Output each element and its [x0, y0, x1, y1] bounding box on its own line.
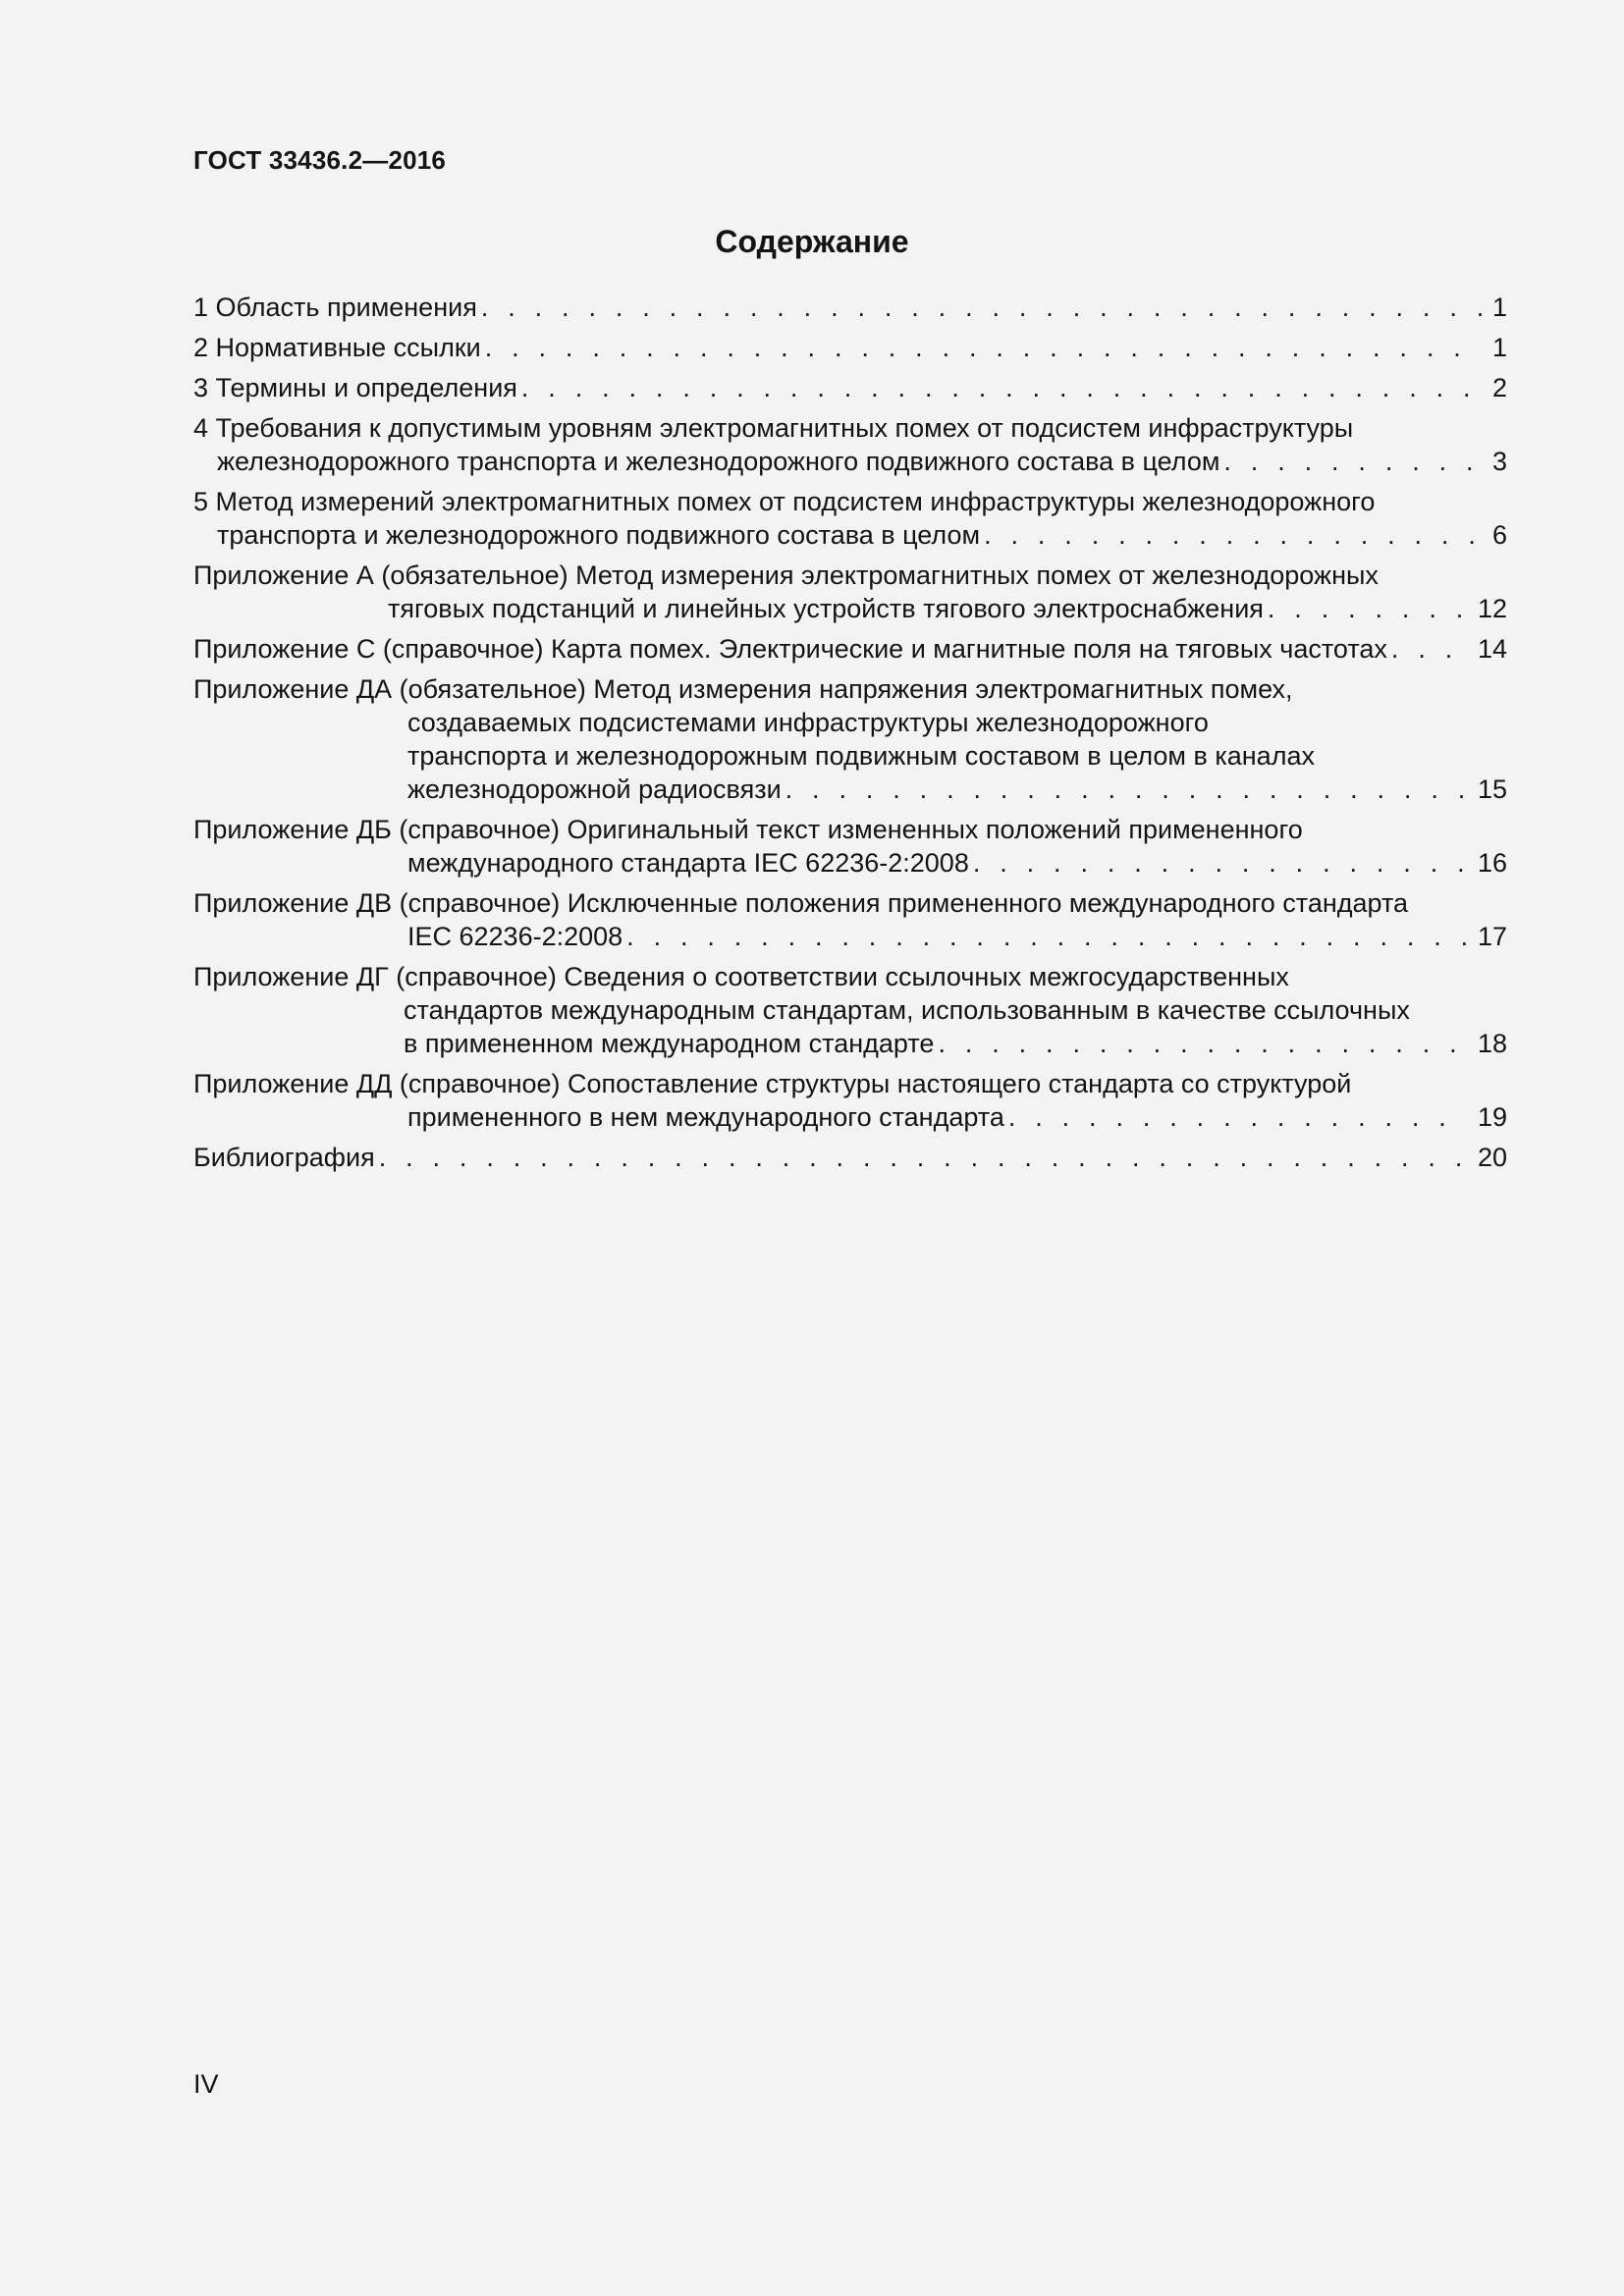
- toc-entry-text: Приложение ДВ (справочное) Исключенные положения примененного международного стандарта: [193, 888, 1409, 918]
- toc-page-number: 20: [1477, 1143, 1507, 1172]
- toc-entry-text: железнодорожной радиосвязи: [407, 774, 782, 804]
- toc-entry-text: 1 Область применения: [193, 293, 477, 322]
- leader-dots: [481, 331, 1483, 364]
- toc-entry-text: Приложение С (справочное) Карта помех. Электрические и магнитные поля на тяговых частотах: [193, 634, 1387, 664]
- toc-entry-text: Приложение ДГ (справочное) Сведения о соответствии ссылочных межгосударственных: [193, 962, 1289, 991]
- toc-page-number: 15: [1477, 774, 1507, 804]
- table-of-contents: [193, 291, 1507, 1181]
- toc-page-number: 17: [1477, 922, 1507, 951]
- toc-page-number: 6: [1491, 520, 1507, 550]
- leader-dots: [980, 518, 1483, 552]
- toc-entry-text: 3 Термины и определения: [193, 373, 517, 402]
- toc-entry[interactable]: [193, 411, 1507, 478]
- toc-page-number: 3: [1491, 447, 1507, 476]
- toc-entry[interactable]: [193, 1141, 1507, 1174]
- leader-dots: [517, 371, 1483, 404]
- toc-entry[interactable]: [193, 485, 1507, 552]
- toc-entry-text: Приложение А (обязательное) Метод измерения электромагнитных помех от железнодорожных: [193, 561, 1379, 590]
- toc-entry-text: IEC 62236-2:2008: [407, 922, 623, 951]
- page-number: IV: [193, 2069, 219, 2099]
- toc-entry-text: создаваемых подсистемами инфраструктуры железнодорожного: [407, 708, 1209, 737]
- document-header: ГОСТ 33436.2—2016: [193, 145, 447, 175]
- toc-page-number: 1: [1491, 333, 1507, 362]
- toc-entry-text: Приложение ДД (справочное) Сопоставление структуры настоящего стандарта со структурой: [193, 1069, 1352, 1098]
- toc-entry-text: примененного в нем международного стандарта: [407, 1102, 1004, 1132]
- toc-entry-text: Библиография: [193, 1143, 375, 1172]
- leader-dots: [623, 920, 1468, 953]
- toc-entry[interactable]: [193, 291, 1507, 324]
- toc-entry-text: транспорта и железнодорожным подвижным составом в целом в каналах: [407, 741, 1315, 771]
- leader-dots: [934, 1027, 1468, 1060]
- toc-entry-text: 2 Нормативные ссылки: [193, 333, 481, 362]
- toc-entry[interactable]: [193, 813, 1507, 880]
- toc-page-number: 1: [1491, 293, 1507, 322]
- leader-dots: [969, 846, 1468, 880]
- toc-entry[interactable]: [193, 331, 1507, 364]
- toc-entry[interactable]: [193, 1067, 1507, 1134]
- toc-page-number: 14: [1477, 634, 1507, 664]
- leader-dots: [1219, 445, 1483, 478]
- leader-dots: [1387, 632, 1468, 666]
- toc-entry-text: в примененном международном стандарте: [404, 1029, 935, 1058]
- toc-entry-text: 4 Требования к допустимым уровням электромагнитных помех от подсистем инфраструктуры: [193, 413, 1354, 443]
- toc-entry-text: железнодорожного транспорта и железнодорожного подвижного состава в целом: [217, 447, 1220, 476]
- toc-entry-text: 5 Метод измерений электромагнитных помех от подсистем инфраструктуры железнодорожного: [193, 487, 1376, 516]
- leader-dots: [375, 1141, 1468, 1174]
- toc-entry-text: тяговых подстанций и линейных устройств тягового электроснабжения: [388, 594, 1264, 623]
- toc-entry-text: Приложение ДБ (справочное) Оригинальный текст измененных положений примененного: [193, 815, 1303, 844]
- toc-page-number: 18: [1477, 1029, 1507, 1058]
- toc-entry[interactable]: [193, 559, 1507, 625]
- leader-dots: [1004, 1100, 1468, 1134]
- toc-page-number: 12: [1477, 594, 1507, 623]
- toc-entry[interactable]: [193, 672, 1507, 806]
- toc-entry-text: Приложение ДА (обязательное) Метод измерения напряжения электромагнитных помех,: [193, 674, 1293, 704]
- leader-dots: [477, 291, 1483, 324]
- toc-entry-text: транспорта и железнодорожного подвижного состава в целом: [217, 520, 981, 550]
- leader-dots: [1264, 592, 1468, 625]
- toc-page-number: 2: [1491, 373, 1507, 402]
- toc-entry-text: стандартов международным стандартам, использованным в качестве ссылочных: [404, 995, 1410, 1025]
- toc-entry[interactable]: [193, 632, 1507, 666]
- toc-entry[interactable]: [193, 886, 1507, 953]
- toc-entry[interactable]: [193, 960, 1507, 1060]
- toc-page-number: 19: [1477, 1102, 1507, 1132]
- toc-entry-text: международного стандарта IEC 62236-2:2008: [407, 848, 969, 878]
- toc-page-number: 16: [1477, 848, 1507, 878]
- toc-entry[interactable]: [193, 371, 1507, 404]
- leader-dots: [782, 773, 1468, 806]
- page-title: Содержание: [715, 224, 909, 259]
